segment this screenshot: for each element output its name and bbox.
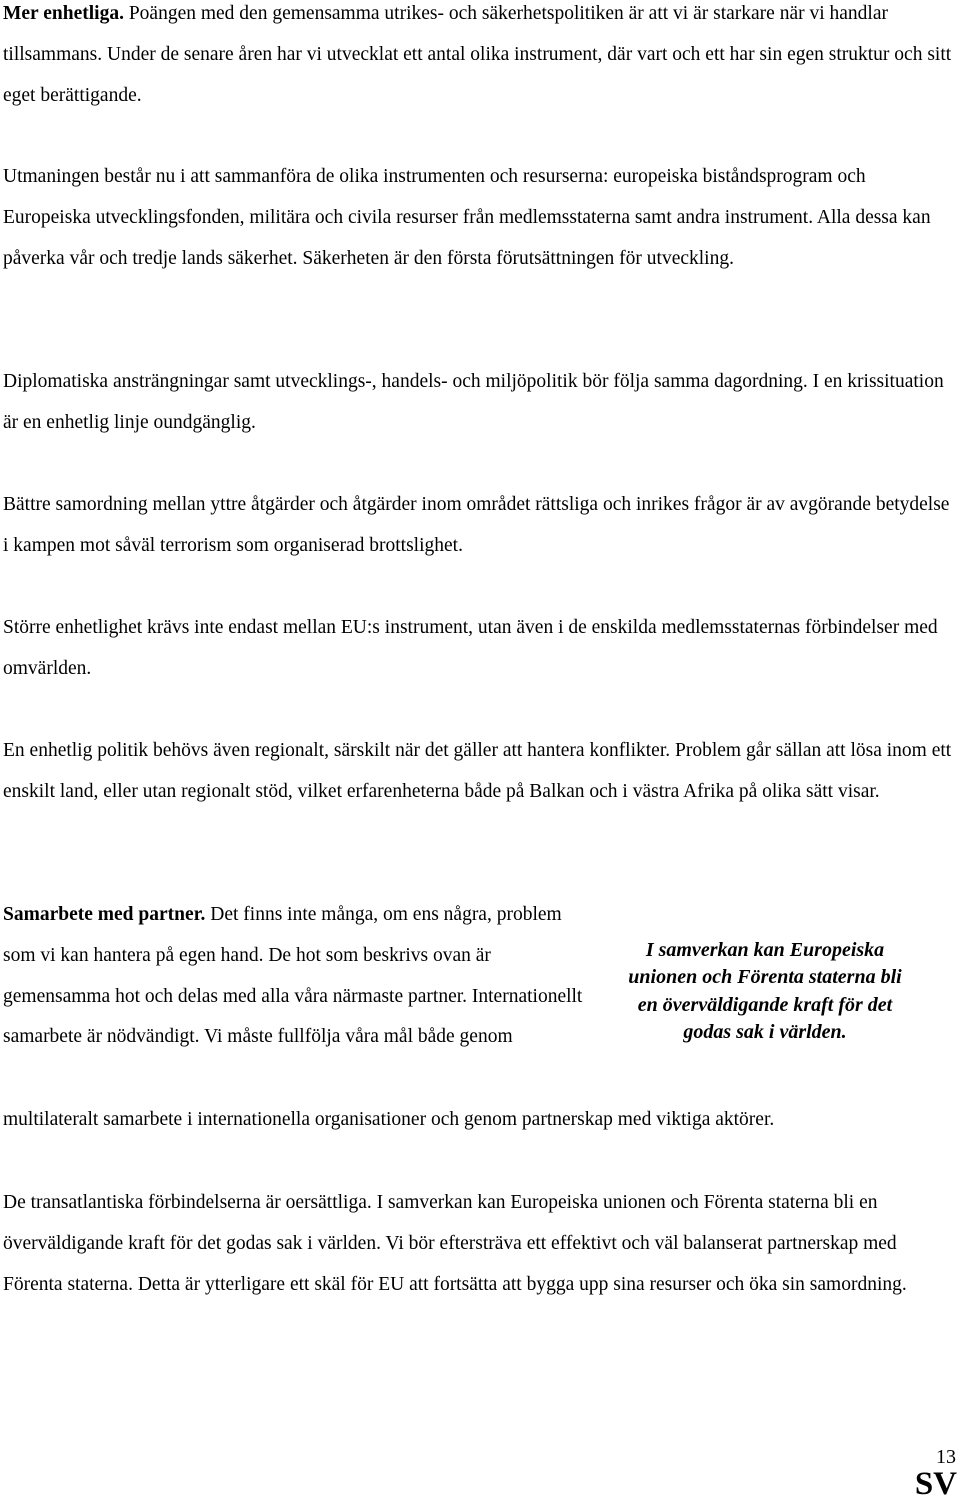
page-number: 13 [936,1446,956,1468]
paragraph-coordination: Bättre samordning mellan yttre åtgärder och åtgärder inom området rättsliga och inrikes frågor är av avgörande betydelse i kampen mot såväl terrorism som organiserad brottslighet. [3,494,950,556]
paragraph-regional-policy: En enhetlig politik behövs även regionalt, särskilt när det gäller att hantera konflikter. Problem går sällan att lösa inom ett enskilt land, eller utan regionalt stöd, vilket erfarenheterna både på Balkan och i västra Afrika på olika sätt visar. [3,740,952,802]
paragraph-coherence [3,0,955,116]
paragraph-text: Poängen med den gemensamma utrikes- och säkerhetspolitiken är att vi är starkare när vi handlar tillsammans. Under de senare åren har vi utvecklat ett antal olika instrument, där vart och ett har sin egen struktur och sitt eget berättigande. [3,3,952,106]
paragraph-lead: Mer enhetliga. [3,3,124,24]
pull-quote: I samverkan kan Europeiska unionen och Förenta staterna bli en överväldigande kraft för det godas sak i världen. [628,939,902,1044]
paragraph-lead: Samarbete med partner. [3,904,206,925]
paragraph-partners-continued: multilateralt samarbete i internationella organisationer och genom partnerskap med viktiga aktörer. [3,1109,775,1130]
paragraph-diplomacy: Diplomatiska ansträngningar samt utvecklings-, handels- och miljöpolitik bör följa samma dagordning. I en krissituation är en enhetlig linje oundgänglig. [3,371,944,433]
paragraph-partners [3,895,593,1058]
paragraph-transatlantic: De transatlantiska förbindelserna är oersättliga. I samverkan kan Europeiska unionen och Förenta staterna bli en överväldigande kraft för det godas sak i världen. Vi bör eftersträva ett effektivt och väl balanserat partnerskap med Förenta staterna. Detta är ytterligare ett skäl för EU att fortsätta att bygga upp sina resurser och öka sin samordning. [3,1192,907,1295]
paragraph-text: Det finns inte många, om ens några, problem som vi kan hantera på egen hand. De hot som beskrivs ovan är gemensamma hot och delas med alla våra närmaste partner. Internationellt samarbete är nödvändigt. Vi måste fullfölja våra mål både genom [3,904,583,1048]
language-code: SV [914,1466,957,1502]
paragraph-member-states: Större enhetlighet krävs inte endast mellan EU:s instrument, utan även i de enskilda medlemsstaternas förbindelser med omvärlden. [3,617,938,679]
paragraph-instruments: Utmaningen består nu i att sammanföra de olika instrumenten och resurserna: europeiska biståndsprogram och Europeiska utvecklingsfonden, militära och civila resurser från medlemsstaterna samt andra instrument. Alla dessa kan påverka vår och tredje lands säkerhet. Säkerheten är den första förutsättningen för utveckling. [3,166,931,269]
